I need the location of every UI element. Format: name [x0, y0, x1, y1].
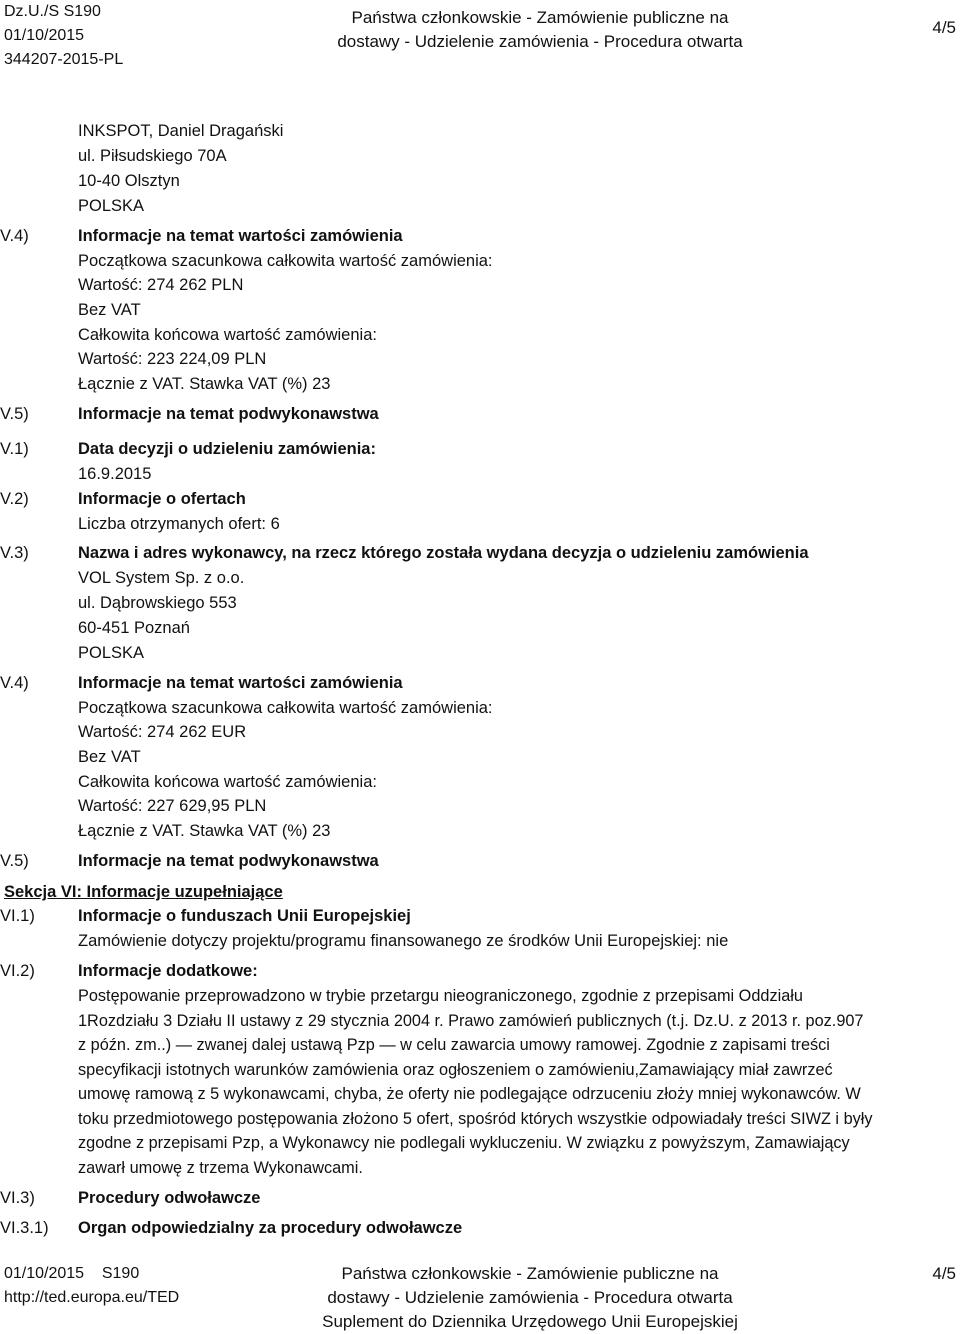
section-code: V.1) — [0, 440, 29, 458]
row-text: VOL System Sp. z o.o. — [78, 569, 245, 587]
section-title: Informacje dodatkowe: — [78, 962, 258, 980]
header-doc-code: Dz.U./S S190 — [4, 3, 101, 20]
paragraph-line: umowę ramową z 5 wykonawcami, chyba, że oferty nie podlegające odrzuceniu złoży mniej wykonawców. W — [78, 1085, 861, 1103]
document-row — [0, 144, 960, 169]
section-title: Informacje na temat podwykonawstwa — [78, 852, 379, 870]
document-row — [0, 566, 960, 591]
footer-date: 01/10/2015 — [4, 1265, 85, 1282]
row-text: Bez VAT — [78, 748, 141, 766]
section-vi3-row — [0, 1186, 960, 1211]
document-row — [0, 224, 960, 249]
header-page-number: 4/5 — [932, 18, 956, 37]
header-title — [320, 6, 760, 54]
row-text: POLSKA — [78, 197, 145, 215]
header-meta — [4, 0, 123, 72]
eu-funds-text: Zamówienie dotyczy projektu/programu finansowanego ze środków Unii Europejskiej: nie — [78, 932, 729, 950]
section-vi31-row — [0, 1216, 960, 1241]
document-row — [0, 591, 960, 616]
section-code: VI.2) — [0, 962, 35, 980]
footer-series: S190 — [101, 1265, 140, 1282]
page-header — [0, 0, 960, 70]
document-row — [0, 372, 960, 397]
document-row — [0, 720, 960, 745]
section-vi2-row — [0, 959, 960, 984]
document-row — [0, 487, 960, 512]
document-row — [0, 119, 960, 144]
page-footer — [0, 1262, 960, 1334]
additional-info-paragraph — [78, 984, 938, 1180]
footer-page-number: 4/5 — [932, 1264, 956, 1283]
document-row — [0, 273, 960, 298]
document-row — [0, 696, 960, 721]
paragraph-line: z późn. zm..) — zwanej dalej ustawą Pzp — w celu zawarcia umowy ramowej. Zgodnie z zapisami treści — [78, 1036, 830, 1054]
section-title: Organ odpowiedzialny za procedury odwoławcze — [78, 1219, 463, 1237]
header-doc-id: 344207-2015-PL — [4, 51, 124, 68]
section-title: Informacje na temat wartości zamówienia — [78, 674, 403, 692]
row-text: 60-451 Poznań — [78, 619, 190, 637]
document-row — [0, 770, 960, 795]
document-row — [0, 849, 960, 874]
document-row — [0, 249, 960, 274]
document-row — [0, 671, 960, 696]
footer-title-line3: Suplement do Dziennika Urzędowego Unii Europejskiej — [322, 1312, 738, 1331]
section-code: VI.1) — [0, 907, 35, 925]
footer-meta — [4, 1262, 179, 1310]
document-row — [0, 512, 960, 537]
row-text: 10-40 Olsztyn — [78, 172, 180, 190]
document-row — [0, 641, 960, 666]
section-title: Procedury odwoławcze — [78, 1189, 261, 1207]
section-title: Informacje na temat podwykonawstwa — [78, 405, 379, 423]
footer-date-line — [4, 1262, 179, 1286]
row-text: POLSKA — [78, 644, 145, 662]
footer-title — [300, 1262, 760, 1334]
row-text: Bez VAT — [78, 301, 141, 319]
document-row — [0, 616, 960, 641]
document-row — [0, 298, 960, 323]
footer-title-line2: dostawy - Udzielenie zamówienia - Procedura otwarta — [327, 1288, 733, 1307]
section-code: V.4) — [0, 227, 29, 245]
section-title: Informacje o funduszach Unii Europejskiej — [78, 907, 411, 925]
row-text: Wartość: 227 629,95 PLN — [78, 797, 267, 815]
header-title-line2: dostawy - Udzielenie zamówienia - Procedura otwarta — [337, 32, 743, 51]
document-row — [0, 169, 960, 194]
paragraph-line: zawarł umowę z trzema Wykonawcami. — [78, 1158, 363, 1177]
section-vi1-text-row — [0, 929, 960, 954]
section-code: VI.3.1) — [0, 1219, 49, 1237]
row-text: Początkowa szacunkowa całkowita wartość zamówienia: — [78, 699, 493, 717]
section-vi-heading-row — [0, 880, 960, 905]
row-text: Całkowita końcowa wartość zamówienia: — [78, 326, 377, 344]
document-row — [0, 794, 960, 819]
document-row — [0, 194, 960, 219]
section-title: Informacje na temat wartości zamówienia — [78, 227, 403, 245]
section-code: VI.3) — [0, 1189, 35, 1207]
paragraph-line: 1Rozdziału 3 Działu II ustawy z 29 stycznia 2004 r. Prawo zamówień publicznych (t.j. Dz.U. z 2013 r. poz.907 — [78, 1011, 864, 1030]
document-row — [0, 745, 960, 770]
row-text: Całkowita końcowa wartość zamówienia: — [78, 773, 377, 791]
document-row — [0, 462, 960, 487]
section-code: V.5) — [0, 852, 29, 870]
row-text: Wartość: 274 262 EUR — [78, 723, 247, 741]
footer-url[interactable]: http://ted.europa.eu/TED — [4, 1289, 180, 1306]
row-text: 16.9.2015 — [78, 465, 152, 483]
section-code: V.5) — [0, 405, 29, 423]
row-text: Łącznie z VAT. Stawka VAT (%) 23 — [78, 822, 331, 840]
section-vi1-row — [0, 904, 960, 929]
row-text: Początkowa szacunkowa całkowita wartość zamówienia: — [78, 252, 493, 270]
document-row — [0, 541, 960, 566]
header-date: 01/10/2015 — [4, 27, 85, 44]
document-row — [0, 323, 960, 348]
section-title: Nazwa i adres wykonawcy, na rzecz którego została wydana decyzja o udzieleniu zamówienia — [78, 544, 809, 562]
paragraph-line: Postępowanie przeprowadzono w trybie przetargu nieograniczonego, zgodnie z przepisami Oddziału — [78, 987, 803, 1005]
section-code: V.2) — [0, 490, 29, 508]
section-title: Data decyzji o udzieleniu zamówienia: — [78, 440, 376, 458]
row-text: INKSPOT, Daniel Dragański — [78, 122, 284, 140]
row-text: ul. Piłsudskiego 70A — [78, 147, 227, 165]
row-text: Wartość: 223 224,09 PLN — [78, 350, 267, 368]
footer-title-line1: Państwa członkowskie - Zamówienie publiczne na — [341, 1264, 719, 1283]
header-title-line1: Państwa członkowskie - Zamówienie publiczne na — [351, 8, 729, 27]
section-code: V.4) — [0, 674, 29, 692]
row-text: Liczba otrzymanych ofert: 6 — [78, 515, 280, 533]
section-vi-title: Sekcja VI: Informacje uzupełniające — [4, 883, 283, 901]
document-row — [0, 347, 960, 372]
document-row — [0, 437, 960, 462]
section-title: Informacje o ofertach — [78, 490, 246, 508]
row-text: ul. Dąbrowskiego 553 — [78, 594, 237, 612]
document-row — [0, 819, 960, 844]
document-row — [0, 402, 960, 427]
row-text: Łącznie z VAT. Stawka VAT (%) 23 — [78, 375, 331, 393]
paragraph-line: specyfikacji istotnych warunków zamówienia oraz ogłoszeniem o zamówieniu,Zamawiający miał zawrzeć — [78, 1060, 833, 1079]
section-code: V.3) — [0, 544, 29, 562]
paragraph-line: toku przedmiotowego postępowania złożono 5 ofert, spośród których wszystkie odpowiadały treści SIWZ i były — [78, 1109, 873, 1128]
paragraph-line: zgodne z przepisami Pzp, a Wykonawcy nie podlegali wykluczeniu. W związku z powyższym, Zamawiający — [78, 1134, 850, 1152]
row-text: Wartość: 274 262 PLN — [78, 276, 244, 294]
